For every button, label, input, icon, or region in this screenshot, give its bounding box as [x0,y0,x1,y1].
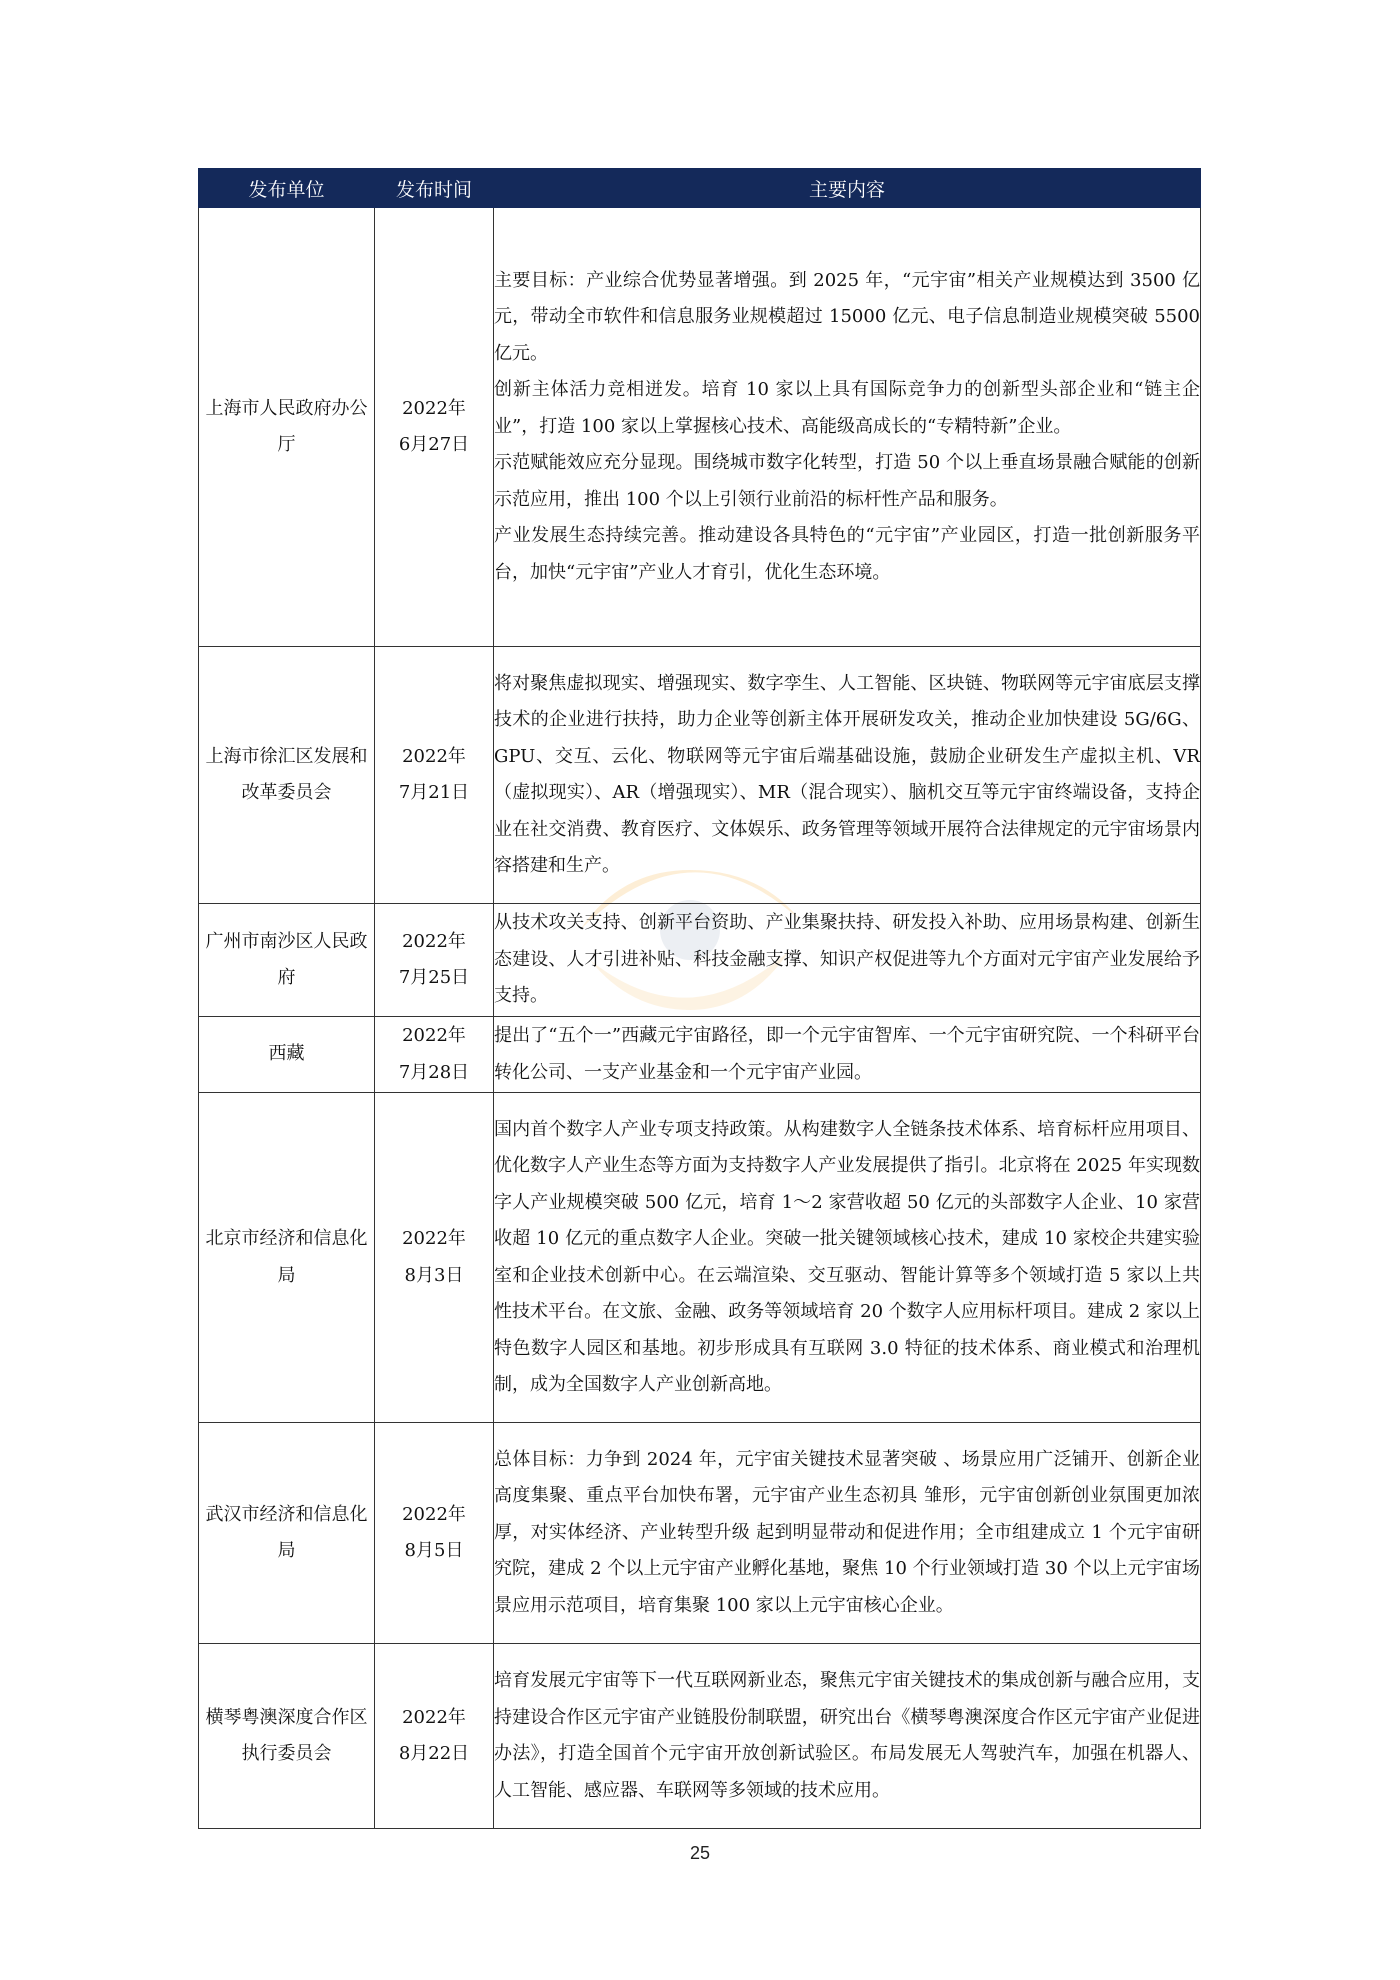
date-cell [375,208,494,647]
date-year: 2022年 [402,1503,466,1525]
date-year: 2022年 [402,1706,466,1728]
content-paragraph: 总体目标：力争到 2024 年，元宇宙关键技术显著突破 、场景应用广泛铺开、创新企业高度集聚、重点平台加快布署，元宇宙产业生态初具 雏形，元宇宙创新创业氛围更加浓厚，对实体经济、产业转型升级 起到明显带动和促进作用；全市组建成立 1 个元宇宙研究院，建成 2 个以上元宇宙产业孵化基地，聚焦 10 个行业领域打造 30 个以上元宇宙场景应用示范项目，培育集聚 100 家以上元宇宙核心企业。 [494,1448,1200,1616]
header-org: 发布单位 [199,169,375,208]
content-paragraph: 主要目标：产业综合优势显著增强。到 2025 年，“元宇宙”相关产业规模达到 3500 亿元，带动全市软件和信息服务业规模超过 15000 亿元、电子信息制造业规模突破 5500 亿元。 [494,269,1200,364]
content-cell [494,904,1201,1017]
date-day: 8月5日 [404,1540,464,1561]
content-paragraph: 国内首个数字人产业专项支持政策。从构建数字人全链条技术体系、培育标杆应用项目、优化数字人产业生态等方面为支持数字人产业发展提供了指引。北京将在 2025 年实现数字人产业规模突破 500 亿元，培育 1～2 家营收超 50 亿元的头部数字人企业、10 家营收超 10 亿元的重点数字人企业。突破一批关键领域核心技术，建成 10 家校企共建实验室和企业技术创新中心。在云端渲染、交互驱动、智能计算等多个领域打造 5 家以上共性技术平台。在文旅、金融、政务等领域培育 20 个数字人应用标杆项目。建成 2 家以上特色数字人园区和基地。初步形成具有互联网 3.0 特征的技术体系、商业模式和治理机制，成为全国数字人产业创新高地。 [494,1118,1200,1395]
content-paragraph: 示范赋能效应充分显现。围绕城市数字化转型，打造 50 个以上垂直场景融合赋能的创新示范应用，推出 100 个以上引领行业前沿的标杆性产品和服务。 [494,452,1200,510]
content-paragraph: 将对聚焦虚拟现实、增强现实、数字孪生、人工智能、区块链、物联网等元宇宙底层支撑技术的企业进行扶持，助力企业等创新主体开展研发攻关，推动企业加快建设 5G/6G、GPU、交互、云化、物联网等元宇宙后端基础设施，鼓励企业研发生产虚拟主机、VR（虚拟现实）、AR（增强现实）、MR（混合现实）、脑机交互等元宇宙终端设备，支持企业在社交消费、教育医疗、文体娱乐、政务管理等领域开展符合法律规定的元宇宙场景内容搭建和生产。 [494,672,1200,876]
date-cell [375,1093,494,1423]
table-row [199,1423,1201,1644]
date-year: 2022年 [402,1228,466,1249]
content-paragraph: 从技术攻关支持、创新平台资助、产业集聚扶持、研发投入补助、应用场景构建、创新生态建设、人才引进补贴、科技金融支撑、知识产权促进等九个方面对元宇宙产业发展给予支持。 [494,912,1200,1007]
table-row [199,904,1201,1017]
content-paragraph: 产业发展生态持续完善。推动建设各具特色的“元宇宙”产业园区，打造一批创新服务平台，加快“元宇宙”产业人才育引，优化生态环境。 [494,525,1200,583]
table-header-row [199,169,1201,208]
date-cell [375,1017,494,1093]
header-date: 发布时间 [375,169,494,208]
content-paragraph: 培育发展元宇宙等下一代互联网新业态，聚焦元宇宙关键技术的集成创新与融合应用，支持建设合作区元宇宙产业链股份制联盟，研究出台《横琴粤澳深度合作区元宇宙产业促进办法》，打造全国首个元宇宙开放创新试验区。布局发展无人驾驶汽车，加强在机器人、人工智能、感应器、车联网等多领域的技术应用。 [494,1670,1200,1801]
content-cell [494,647,1201,904]
org-cell: 上海市人民政府办公厅 [199,208,375,647]
content-cell [494,1644,1201,1829]
table-row [199,1017,1201,1093]
date-cell [375,1423,494,1644]
date-year: 2022年 [402,745,466,767]
date-day: 8月3日 [404,1264,464,1286]
content-cell [494,1093,1201,1423]
date-cell [375,904,494,1017]
org-cell: 北京市经济和信息化局 [199,1093,375,1423]
content-cell [494,208,1201,647]
org-cell: 上海市徐汇区发展和改革委员会 [199,647,375,904]
header-content: 主要内容 [494,169,1201,208]
date-cell [375,647,494,904]
table-row [199,208,1201,647]
table-row [199,1093,1201,1423]
table-row [199,1644,1201,1829]
org-cell: 广州市南沙区人民政府 [199,904,375,1017]
date-year: 2022年 [402,930,466,952]
content-paragraph: 提出了“五个一”西藏元宇宙路径，即一个元宇宙智库、一个元宇宙研究院、一个科研平台转化公司、一支产业基金和一个元宇宙产业园。 [494,1025,1200,1083]
date-day: 6月27日 [398,434,470,455]
date-year: 2022年 [402,397,466,419]
page-number: 25 [689,1843,711,1863]
policy-table [198,168,1201,1829]
date-year: 2022年 [402,1025,466,1046]
date-day: 8月22日 [398,1743,470,1764]
content-cell [494,1423,1201,1644]
org-cell: 西藏 [199,1017,375,1093]
date-day: 7月21日 [398,782,470,803]
org-cell: 武汉市经济和信息化局 [199,1423,375,1644]
table-row [199,647,1201,904]
content-paragraph: 创新主体活力竞相迸发。培育 10 家以上具有国际竞争力的创新型头部企业和“链主企业”，打造 100 家以上掌握核心技术、高能级高成长的“专精特新”企业。 [494,379,1200,437]
date-cell [375,1644,494,1829]
date-day: 7月25日 [398,967,470,988]
date-day: 7月28日 [398,1061,470,1083]
content-cell [494,1017,1201,1093]
org-cell: 横琴粤澳深度合作区执行委员会 [199,1644,375,1829]
